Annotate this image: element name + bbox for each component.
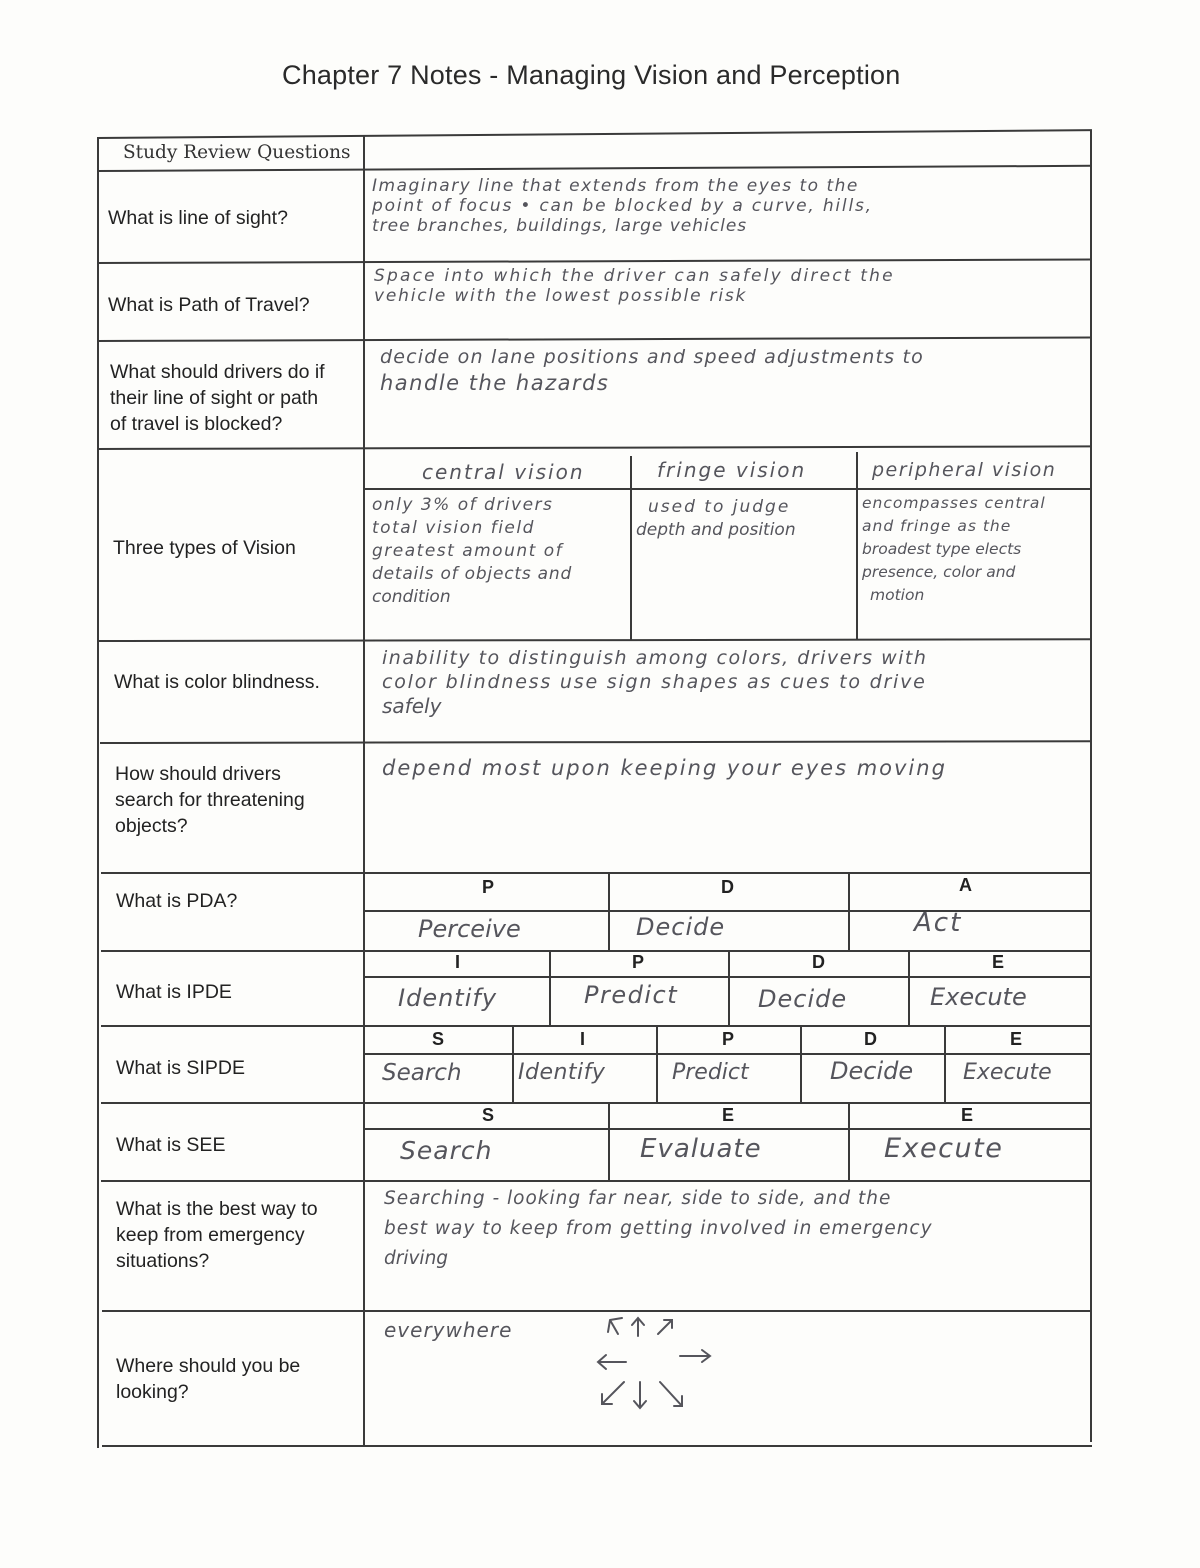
question-color-blindness: What is color blindness. — [114, 671, 320, 693]
sipde-word-search: Search — [382, 1060, 462, 1086]
answer-line-of-sight: Imaginary line that extends from the eyes to the point of focus • can be blocked by a curve, hills, tree branches, buildings, large vehicles — [372, 176, 873, 236]
sipde-letter-i: I — [580, 1029, 586, 1049]
answer-search: depend most upon keeping your eyes moving — [382, 756, 947, 780]
question-blocked: What should drivers do if their line of sight or path of travel is blocked? — [110, 361, 325, 435]
vision-type-peripheral: peripheral vision — [872, 459, 1057, 481]
ipde-word-predict: Predict — [584, 981, 679, 1009]
sipde-word-decide: Decide — [830, 1057, 914, 1085]
sipde-letter-d: D — [864, 1029, 877, 1049]
pda-letter-d: D — [721, 877, 734, 897]
pda-word-decide: Decide — [636, 913, 726, 941]
question-path-of-travel: What is Path of Travel? — [108, 294, 310, 316]
see-letter-e2: E — [961, 1105, 974, 1125]
pda-word-act: Act — [914, 908, 963, 938]
see-word-execute: Execute — [884, 1133, 1004, 1164]
ipde-word-decide: Decide — [758, 985, 848, 1013]
sipde-letter-s: S — [432, 1029, 445, 1049]
sipde-word-execute: Execute — [963, 1060, 1052, 1085]
pda-word-perceive: Perceive — [418, 915, 521, 943]
question-search: How should drivers search for threatening objects? — [115, 763, 305, 837]
question-pda: What is PDA? — [116, 890, 238, 912]
question-ipde: What is IPDE — [116, 981, 232, 1003]
ipde-word-identify: Identify — [398, 984, 498, 1012]
see-word-evaluate: Evaluate — [640, 1134, 762, 1164]
ipde-letter-p: P — [632, 952, 645, 972]
vision-desc-peripheral: encompasses central and fringe as the broadest type elects presence, color and motion — [862, 494, 1046, 604]
question-vision: Three types of Vision — [113, 537, 296, 559]
pda-letter-a: A — [959, 875, 972, 895]
question-best-way: What is the best way to keep from emergency situations? — [116, 1198, 318, 1272]
answer-path-of-travel: Space into which the driver can safely direct the vehicle with the lowest possible risk — [374, 266, 895, 306]
sipde-word-predict: Predict — [672, 1060, 749, 1085]
see-letter-e1: E — [722, 1105, 735, 1125]
vision-desc-fringe: used to judge depth and position — [636, 497, 796, 540]
answer-looking: everywhere — [384, 1318, 513, 1342]
sipde-word-identify: Identify — [518, 1060, 606, 1085]
direction-arrows-icon — [580, 1312, 720, 1422]
see-word-search: Search — [400, 1136, 493, 1165]
sipde-letter-p: P — [722, 1029, 735, 1049]
answer-best-way: Searching - looking far near, side to side, and the best way to keep from getting involved in emergency driving — [384, 1188, 933, 1269]
answer-color-blindness: inability to distinguish among colors, drivers with color blindness use sign shapes as cues to drive safely — [382, 647, 928, 718]
sipde-letter-e: E — [1010, 1029, 1023, 1049]
vision-type-fringe: fringe vision — [657, 458, 807, 482]
vision-desc-central: only 3% of drivers total vision field greatest amount of details of objects and condition — [372, 495, 573, 607]
question-line-of-sight: What is line of sight? — [108, 207, 288, 229]
table-header: Study Review Questions — [123, 142, 351, 163]
answer-blocked: decide on lane positions and speed adjustments to handle the hazards — [380, 346, 924, 395]
ipde-letter-e: E — [992, 952, 1005, 972]
pda-letter-p: P — [482, 877, 495, 897]
ipde-letter-d: D — [812, 952, 825, 972]
ipde-word-execute: Execute — [930, 983, 1027, 1011]
see-letter-s: S — [482, 1105, 495, 1125]
ipde-letter-i: I — [455, 952, 461, 972]
vision-type-central: central vision — [422, 460, 585, 484]
question-see: What is SEE — [116, 1134, 226, 1156]
page-title: Chapter 7 Notes - Managing Vision and Perception — [282, 60, 901, 90]
question-sipde: What is SIPDE — [116, 1057, 245, 1079]
question-looking: Where should you be looking? — [116, 1355, 301, 1403]
